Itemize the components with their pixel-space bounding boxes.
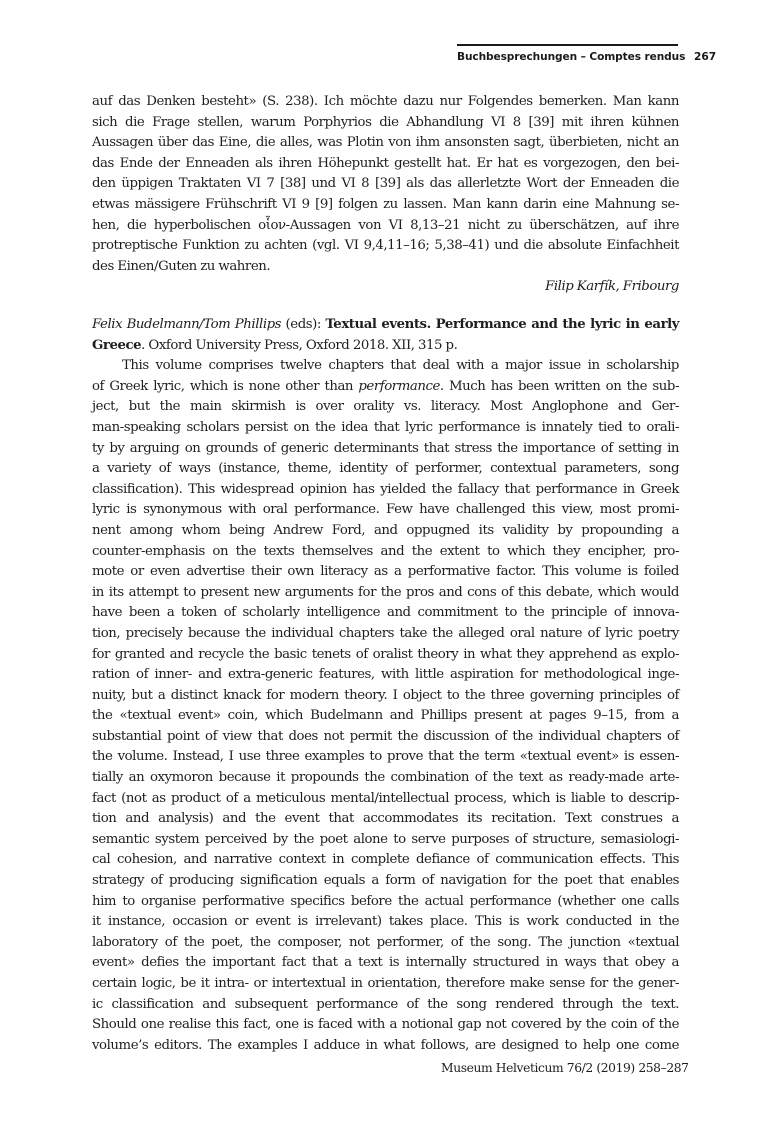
paragraph-line: Should one realise this fact, one is faced with a notional gap not covered by the coin of the [92, 1017, 679, 1033]
paragraph-line: This volume comprises twelve chapters that deal with a major issue in scholarship [122, 358, 679, 374]
reviewer-signature: Filip Karfík, Fribourg [545, 279, 679, 295]
paragraph-line: protreptische Funktion zu achten (vgl. VI 9,4,11–16; 5,38–41) und die absolute Einfachheit [92, 238, 679, 254]
text-run: of Greek lyric, which is none other than [92, 378, 359, 394]
paragraph-line: Aussagen über das Eine, die alles, was Plotin von ihm ansonsten sagt, überbieten, nicht an [92, 135, 679, 151]
paragraph-line: ic classification and subsequent performance of the song rendered through the text. [92, 996, 679, 1012]
running-head-title: Buchbesprechungen – Comptes rendus [457, 51, 686, 63]
paragraph-line: ject, but the main skirmish is over orality vs. literacy. Most Anglophone and Ger- [92, 399, 679, 415]
paragraph-line: nent among whom being Andrew Ford, and oppugned its validity by propounding a [92, 522, 679, 538]
paragraph-line: classification). This widespread opinion has yielded the fallacy that performance in Greek [92, 481, 679, 497]
emphasis-performance: performance [358, 378, 440, 394]
paragraph-line: laboratory of the poet, the composer, not performer, of the song. The junction «textual [92, 934, 679, 950]
header-rule [457, 44, 678, 46]
paragraph-line: the volume. Instead, I use three examples to prove that the term «textual event» is essen- [92, 749, 679, 765]
paragraph-line: tially an oxymoron because it propounds the combination of the text as ready-made arte- [92, 770, 679, 786]
paragraph-line: substantial point of view that does not permit the discussion of the individual chapters of [92, 728, 679, 744]
paragraph-line: volume’s editors. The examples I adduce in what follows, are designed to help one come [92, 1037, 679, 1053]
review-section [92, 315, 679, 1056]
paragraph-line: cal cohesion, and narrative context in complete defiance of communication effects. This [92, 852, 679, 868]
paragraph-line [92, 377, 679, 398]
citation-publication: . Oxford University Press, Oxford 2018. XII, 315 p. [141, 337, 458, 353]
paragraph-line: sich die Frage stellen, warum Porphyrios die Abhandlung VI 8 [39] mit ihren kühnen [92, 114, 679, 130]
citation-line-1 [92, 315, 679, 336]
paragraph-line: have been a token of scholarly intelligence and commitment to the principle of innova- [92, 605, 679, 621]
paragraph-line: etwas mässigere Frühschrift VI 9 [9] folgen zu lassen. Man kann darin eine Mahnung se- [92, 196, 679, 212]
paragraph-line: certain logic, be it intra- or intertextual in orientation, therefore make sense for the gener- [92, 976, 679, 991]
citation-line-2 [92, 336, 679, 357]
citation-authors: Felix Budelmann/Tom Phillips [92, 317, 282, 332]
paragraph-line: tion and analysis) and the event that accommodates its recitation. Text construes a [92, 811, 679, 827]
paragraph-line: mote or even advertise their own literacy as a performative factor. This volume is foiled [92, 564, 679, 580]
paragraph-line: nuity, but a distinct knack for modern theory. I object to the three governing principles of [92, 687, 679, 703]
paragraph-line: in its attempt to present new arguments for the pros and cons of this debate, which would [92, 584, 679, 600]
paragraph-line: semantic system perceived by the poet alone to serve purposes of structure, semasiologi- [92, 831, 679, 847]
paragraph-line: das Ende der Enneaden als ihren Höhepunkt gestellt hat. Er hat es vorgezogen, den bei- [92, 155, 679, 171]
citation-role: (eds): [281, 317, 326, 332]
text-run: . Much has been written on the sub- [439, 378, 679, 394]
paragraph-line: man-speaking scholars persist on the idea that lyric performance is innately tied to orali- [92, 419, 679, 435]
paragraph-line: counter-emphasis on the texts themselves and the extent to which they encipher, pro- [92, 543, 679, 559]
paragraph-line: lyric is synonymous with oral performance. Few have challenged this view, most promi- [92, 502, 679, 518]
paragraph-line: ration of inner- and extra-generic features, with little aspiration for methodological inge- [92, 667, 679, 683]
paragraph-line: tion, precisely because the individual chapters take the alleged oral nature of lyric poetry [92, 625, 679, 641]
previous-review-ending [92, 92, 679, 298]
paragraph-line: den üppigen Traktaten VI 7 [38] und VI 8 [39] als das allerletzte Wort der Enneaden die [92, 176, 679, 192]
journal-footer: Museum Helveticum 76/2 (2019) 258–287 [441, 1061, 689, 1075]
paragraph-line: for granted and recycle the basic tenets of oralist theory in what they apprehend as explo- [92, 646, 679, 662]
paragraph-line: strategy of producing signification equals a form of navigation for the poet that enables [92, 873, 679, 889]
running-head [457, 44, 717, 66]
paragraph-line: des Einen/Guten zu wahren. [92, 258, 271, 274]
paragraph-line: the «textual event» coin, which Budelmann and Phillips present at pages 9–15, from a [92, 708, 679, 724]
paragraph-line: it instance, occasion or event is irrelevant) takes place. This is work conducted in the [92, 914, 679, 930]
paragraph-line: hen, die hyperbolischen οἷον-Aussagen von VI 8,13–21 nicht zu überschätzen, auf ihre [92, 217, 679, 233]
paragraph-line: a variety of ways (instance, theme, identity of performer, contextual parameters, song [92, 461, 679, 477]
paragraph-line: fact (not as product of a meticulous mental/intellectual process, which is liable to descrip- [92, 790, 679, 806]
citation-title: Textual events. Performance and the lyric in early [325, 317, 679, 332]
paragraph-line: him to organise performative specifics before the actual performance (whether one calls [92, 893, 679, 909]
paragraph-line: ty by arguing on grounds of generic determinants that stress the importance of setting in [92, 440, 679, 456]
paragraph-line: auf das Denken besteht» (S. 238). Ich möchte dazu nur Folgendes bemerken. Man kann [92, 94, 679, 109]
paragraph-line: event» defies the important fact that a text is internally structured in ways that obey a [92, 955, 679, 971]
citation-title-cont: Greece [92, 337, 142, 353]
page-number: 267 [694, 51, 717, 63]
